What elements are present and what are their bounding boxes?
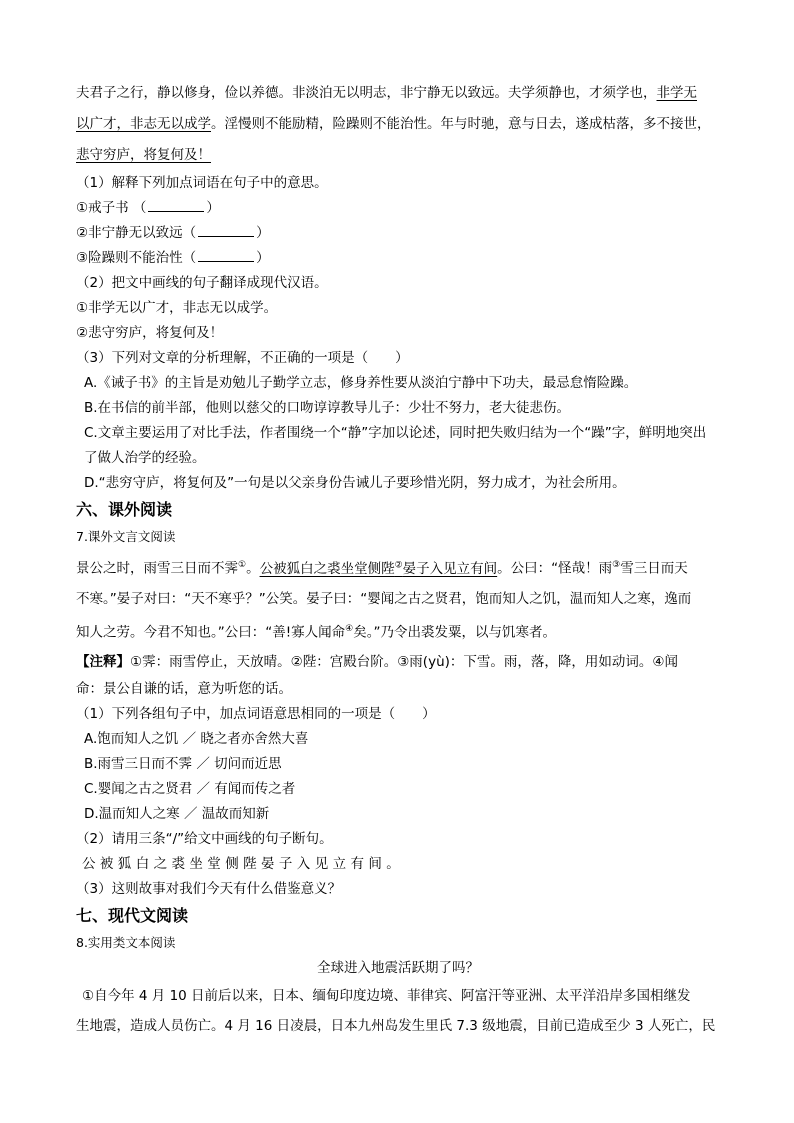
passage-line-2: 以广才，非志无以成学。淫慢则不能励精，险躁则不能治性。年与时驰，意与日去，遂成枯落，多不接世， [76, 116, 711, 132]
answer-blank[interactable] [198, 249, 254, 262]
question-7-1-option-c: C.婴闻之古之贤君 ／ 有闻而传之者 [84, 781, 296, 797]
question-3-option-d: D.“悲穷守庐，将复何及”一句是以父亲身份告诫儿子要珍惜光阴，努力成才，为社会所用。 [84, 475, 626, 491]
question-7-label: 7.课外文言文阅读 [76, 529, 176, 544]
q7-notes-line-1: 【注释】①霁：雨雪停止，天放晴。②陛：宫殿台阶。③雨(yù)：下雪。雨，落，降，用如动词。④闻 [76, 654, 678, 670]
question-7-1-option-b: B.雨雪三日而不霁 ／ 切问而近思 [84, 756, 282, 772]
question-2-item-1: ①非学无以广才，非志无以成学。 [76, 300, 278, 316]
question-7-1-stem: （1）下列各组句子中，加点词语意思相同的一项是（ ） [76, 706, 436, 722]
question-3-option-a: A.《诫子书》的主旨是劝勉儿子勤学立志，修身养性要从淡泊宁静中下功夫，最忌怠惰险躁。 [84, 375, 638, 391]
question-7-3-stem: （3）这则故事对我们今天有什么借鉴意义？ [76, 881, 342, 897]
article-title: 全球进入地震活跃期了吗？ [317, 960, 479, 976]
q7-notes-line-2: 命：景公自谦的话，意为听您的话。 [76, 681, 292, 697]
article-paragraph-line-1: ①自今年 4 月 10 日前后以来，日本、缅甸印度边境、菲律宾、阿富汗等亚洲、太平洋沿岸多国相继发 [82, 988, 691, 1004]
q7-passage-line-1: 景公之时，雨雪三日而不霁①。公被狐白之裘坐堂侧陛②晏子入见立有间。公曰：“怪哉！雨③雪三日而天 [76, 560, 688, 577]
section-heading-6: 六、课外阅读 [76, 500, 173, 519]
question-7-1-option-d: D.温而知人之寒 ／ 温故而知新 [84, 806, 270, 822]
q7-passage-line-2: 不寒。”晏子对曰：“天不寒乎？”公笑。晏子曰：“婴闻之古之贤君，饱而知人之饥，温而知人之寒，逸而 [76, 590, 692, 607]
article-paragraph-line-2: 生地震，造成人员伤亡。4 月 16 日凌晨，日本九州岛发生里氏 7.3 级地震，目前已造成至少 3 人死亡，民 [76, 1018, 716, 1034]
answer-blank[interactable] [198, 224, 254, 237]
answer-blank[interactable] [148, 199, 204, 212]
question-3-option-b: B.在书信的前半部，他则以慈父的口吻谆谆教导儿子：少壮不努力，老大徒悲伤。 [84, 400, 571, 416]
passage-line-1: 夫君子之行，静以修身，俭以养德。非淡泊无以明志，非宁静无以致远。夫学须静也，才须学也，非学无 [76, 85, 697, 101]
passage-line-3 [76, 140, 720, 171]
q7-passage-line-3: 知人之劳。今君不知也。”公曰：“善!寡人闻命④矣。”乃令出裘发粟，以与饥寒者。 [76, 623, 556, 640]
document-page [76, 78, 720, 1041]
question-7-2-sentence: 公被狐白之裘坐堂侧陛晏子入见立有间。 [82, 856, 405, 872]
question-2-item-2: ②悲守穷庐，将复何及！ [76, 325, 224, 341]
question-7-2-stem: （2）请用三条“/”给文中画线的句子断句。 [76, 831, 333, 847]
question-1-stem: （1）解释下列加点词语在句子中的意思。 [76, 175, 328, 191]
question-1-item-3: ③险躁则不能治性（ ） [76, 250, 270, 266]
question-7-1-option-a: A.饱而知人之饥 ／ 晓之者亦舍然大喜 [84, 731, 309, 747]
underlined-sentence-1-cont: 以广才，非志无以成学 [76, 116, 211, 132]
question-1-item-2: ②非宁静无以致远（ ） [76, 225, 270, 241]
question-3-stem: （3）下列对文章的分析理解，不正确的一项是（ ） [76, 350, 409, 366]
question-2-stem: （2）把文中画线的句子翻译成现代汉语。 [76, 275, 328, 291]
question-3-option-c: C.文章主要运用了对比手法，作者围绕一个“静”字加以论述，同时把失败归结为一个“躁”字，鲜明地突出 [84, 425, 707, 441]
section-heading-7: 七、现代文阅读 [76, 906, 189, 925]
underlined-sentence: 公被狐白之裘坐堂侧陛②晏子入见立有间 [259, 560, 498, 577]
question-3-option-c-cont: 了做人治学的经验。 [84, 450, 206, 466]
underlined-sentence-2: 悲守穷庐，将复何及！ [76, 147, 211, 163]
question-1-item-1: ①戒子书 （ ） [76, 200, 220, 216]
question-8-label: 8.实用类文本阅读 [76, 935, 176, 950]
underlined-sentence-1: 非学无 [656, 85, 697, 101]
